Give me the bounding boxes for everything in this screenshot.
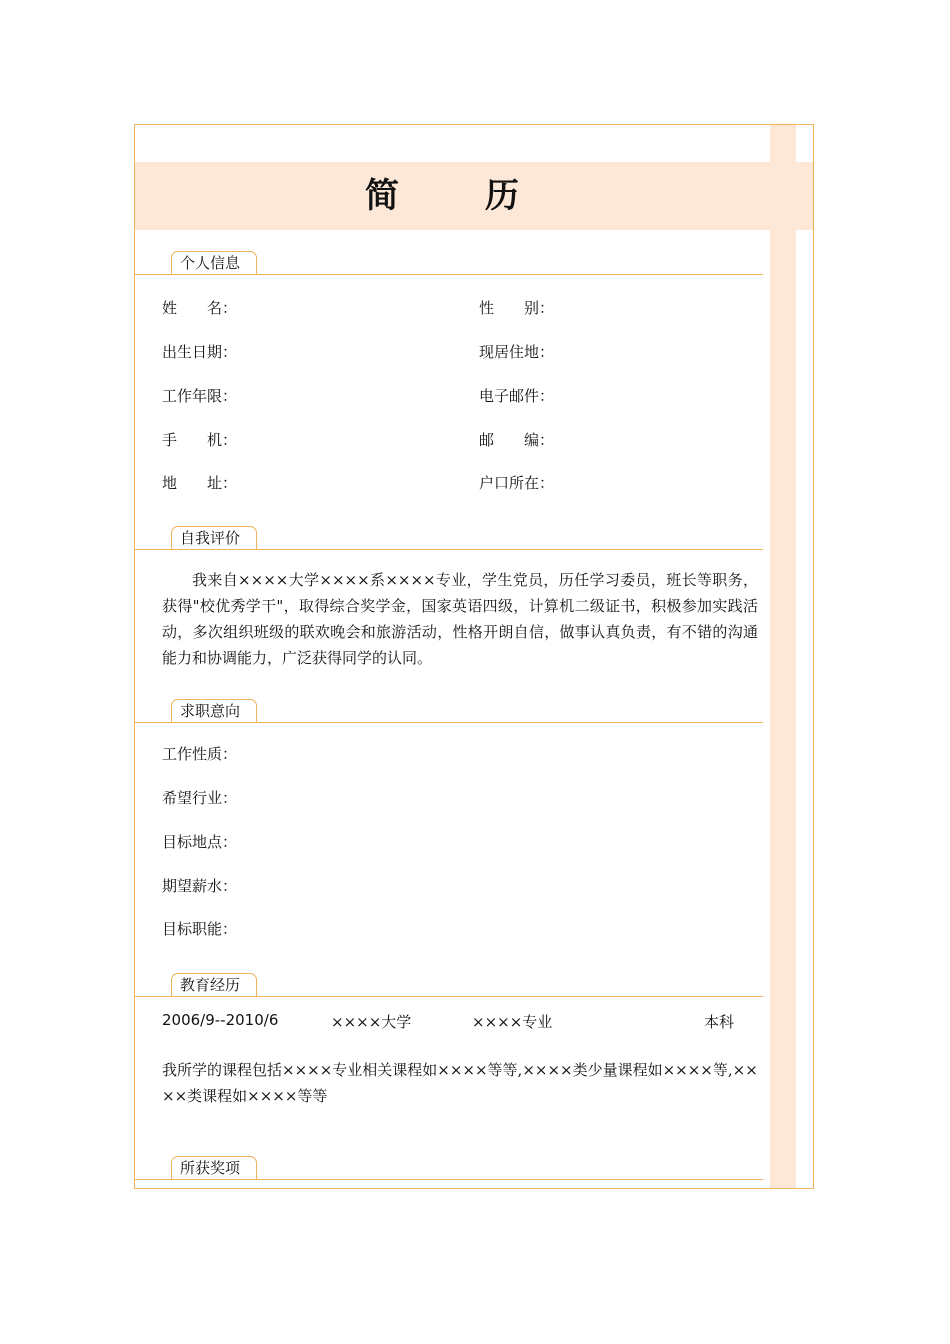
self-eval-text: 我来自××××大学××××系××××专业，学生党员，历任学习委员，班长等职务，获得"校优秀学干"，取得综合奖学金，国家英语四级，计算机二级证书，积极参加实践活动，多次组织班级的联欢晚会和旅游活动，性格开朗自信，做事认真负责，有不错的沟通能力和协调能力，广泛获得同学的认同。 [162,571,758,667]
section-heading-job-intent: 求职意向 [171,699,257,723]
field-residence: 现居住地： [479,343,555,361]
section-divider-self-eval [135,549,763,550]
field-birthdate: 出生日期： [162,343,238,361]
field-postcode: 邮 编： [479,431,555,449]
section-heading-personal: 个人信息 [171,251,257,275]
field-work-years: 工作年限： [162,387,238,405]
resume-frame [134,124,814,1189]
field-hukou: 户口所在： [479,474,555,492]
section-divider-awards [135,1179,763,1180]
field-gender: 性 别： [479,299,555,317]
education-school: ××××大学 [331,1013,412,1031]
field-job-type: 工作性质： [162,745,238,763]
field-target-function: 目标职能： [162,920,238,938]
section-heading-self-eval: 自我评价 [171,526,257,550]
section-divider-personal [135,274,763,275]
field-email: 电子邮件： [479,387,555,405]
education-courses: 我所学的课程包括××××专业相关课程如××××等等,××××类少量课程如××××等,××××类课程如××××等等 [162,1061,758,1105]
field-address: 地 址： [162,474,238,492]
section-divider-job-intent [135,722,763,723]
education-period: 2006/9--2010/6 [162,1011,279,1029]
education-major: ××××专业 [472,1013,553,1031]
section-heading-awards: 所获奖项 [171,1156,257,1180]
page-title: 简 历 [365,176,545,216]
field-target-location: 目标地点： [162,833,238,851]
education-degree: 本科 [704,1013,735,1031]
section-heading-education: 教育经历 [171,973,257,997]
side-stripe [770,125,796,1188]
field-name: 姓 名： [162,299,238,317]
field-salary: 期望薪水： [162,877,238,895]
field-industry: 希望行业： [162,789,238,807]
field-mobile: 手 机： [162,431,238,449]
section-divider-education [135,996,763,997]
